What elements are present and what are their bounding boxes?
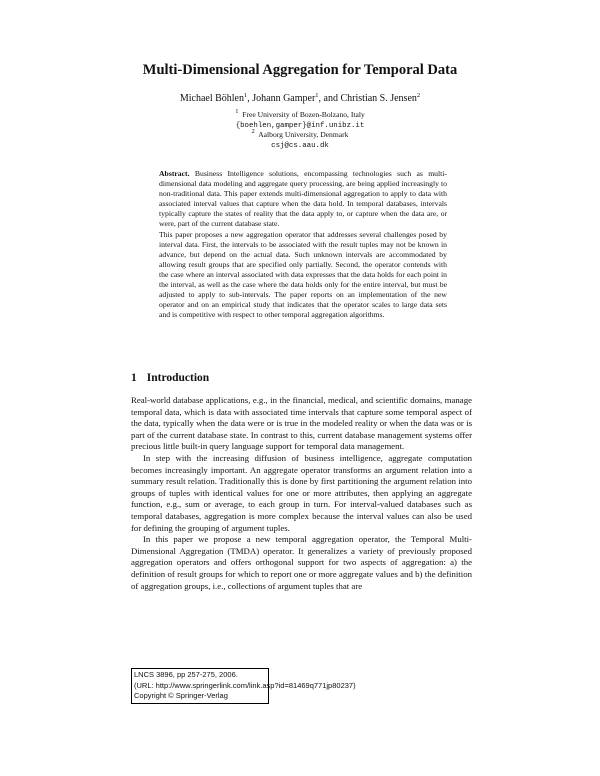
affiliation-name: Free University of Bozen-Bolzano, Italy xyxy=(242,110,365,119)
affiliation-email: csj@cs.aau.dk xyxy=(271,142,329,150)
section-title: Introduction xyxy=(146,372,210,384)
abstract-label: Abstract. xyxy=(159,169,190,178)
affiliation-2 xyxy=(0,130,600,139)
section-number: 1 xyxy=(131,372,137,384)
affiliation-mark: 1 xyxy=(244,92,248,99)
copyright-footer-box xyxy=(131,668,356,704)
author-name: Christian S. Jensen xyxy=(340,93,417,104)
abstract-text: Business Intelligence solutions, encompassing technologies such as multi-dimensional data modeling and aggregate query processing, are being applied increasingly to non-traditional data. This paper extends multi-dimensional aggregation to apply to data with associated interval values that capture when the data hold. In temporal databases, intervals typically capture the states of reality that the data apply to, or capture when the data are, or were, part of the current database state. xyxy=(159,169,447,229)
body-paragraph: Real-world database applications, e.g., in the financial, medical, and scientific domains, manage temporal data, which is data with associated time intervals that capture some temporal aspect of the data, typically when the data were or is true in the modeled reality or when the data was or is part of the current database state. In contrast to this, current database management systems offer precious little built-in query language support for temporal data management. xyxy=(131,395,472,452)
footer-url: (URL: http://www.springerlink.com/link.asp?id=81469q771jp80237) xyxy=(134,680,356,690)
author-list xyxy=(0,93,600,104)
author-name: Johann Gamper xyxy=(252,93,316,104)
affiliation-mark: 1 xyxy=(235,108,239,115)
affiliation-2-email-line xyxy=(0,140,600,151)
affiliation-mark: 1 xyxy=(315,92,319,99)
abstract-paragraph xyxy=(159,169,447,230)
affiliation-mark: 2 xyxy=(416,92,421,99)
affiliation-1 xyxy=(0,110,600,119)
abstract-paragraph: This paper proposes a new aggregation operator that addresses several challenges posed by interval data. First, the intervals to be associated with the result tuples may not be known in advance, but depend on the actual data. Such unknown intervals are accommodated by allowing result groups that are specified only partially. Second, the operator contends with the case where an interval associated with data expresses that the data holds for each point in the interval, as well as the case where the data holds only for the entire interval, but must be adjusted to apply to sub-intervals. The paper reports on an implementation of the new operator and on an empirical study that indicates that the operator scales to large data sets and is competitive with respect to other temporal aggregation algorithms. xyxy=(159,229,447,320)
footer-copyright: Copyright © Springer-Verlag xyxy=(134,691,228,701)
author-separator: , xyxy=(247,93,253,104)
affiliation-mark: 2 xyxy=(251,128,255,135)
affiliation-email: {boehlen,gamper}@inf.unibz.it xyxy=(235,122,365,130)
affiliation-name: Aalborg University, Denmark xyxy=(258,130,349,139)
author-separator: , and xyxy=(318,93,341,104)
section-body xyxy=(131,395,472,592)
paper-title: Multi-Dimensional Aggregation for Temporal Data xyxy=(142,62,458,78)
author-name: Michael Böhlen xyxy=(179,93,244,104)
abstract xyxy=(159,169,447,320)
footer-citation: LNCS 3896, pp 257-275, 2006. xyxy=(134,670,238,679)
body-paragraph: In this paper we propose a new temporal aggregation operator, the Temporal Multi-Dimensional Aggregation (TMDA) operator. It generalizes a variety of previously proposed aggregation operators and offers orthogonal support for two aspects of aggregation: a) the definition of result groups for which to report one or more aggregate values and b) the definition of aggregation groups, i.e., collections of argument tuples that are xyxy=(131,534,472,591)
body-paragraph: In step with the increasing diffusion of business intelligence, aggregate computation becomes increasingly important. An aggregate operator transforms an argument relation into a summary result relation. Traditionally this is done by first partitioning the argument relation into groups of tuples with identical values for one or more attributes, then applying an aggregate function, e.g., sum or average, to each group in turn. For interval-valued databases such as temporal databases, aggregation is more complex because the interval values can also be used for defining the grouping of argument tuples. xyxy=(131,452,472,533)
section-heading xyxy=(131,372,209,384)
